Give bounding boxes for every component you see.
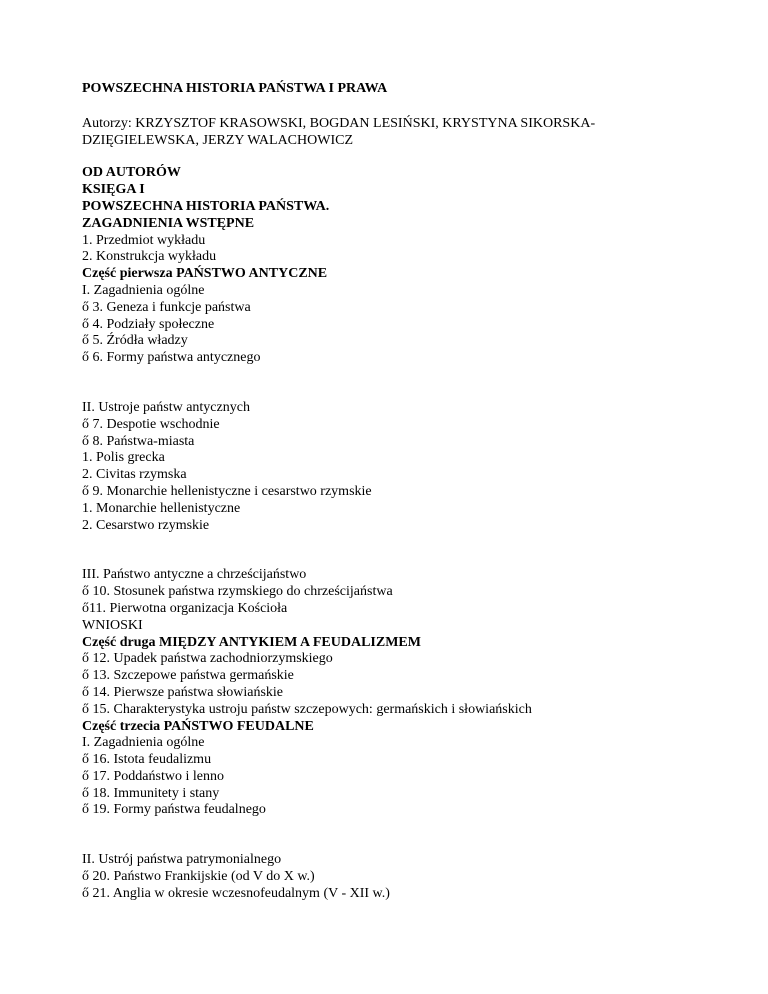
toc-entry: ő 13. Szczepowe państwa germańskie bbox=[82, 668, 294, 684]
toc-entry: 2. Cesarstwo rzymskie bbox=[82, 517, 210, 533]
toc-entry: ő11. Pierwotna organizacja Kościoła bbox=[82, 600, 288, 616]
toc-entry: ő 16. Istota feudalizmu bbox=[82, 752, 212, 768]
toc-block-2 bbox=[82, 400, 702, 534]
toc-entry: ő 21. Anglia w okresie wczesnofeudalnym (V - XII w.) bbox=[82, 885, 390, 901]
toc-entry: 1. Przedmiot wykładu bbox=[82, 232, 206, 248]
toc-heading: Część druga MIĘDZY ANTYKIEM A FEUDALIZMEM bbox=[82, 634, 421, 650]
authors-line: Autorzy: KRZYSZTOF KRASOWSKI, BOGDAN LESIŃSKI, KRYSTYNA SIKORSKA- bbox=[82, 115, 596, 131]
toc-entry: ő 20. Państwo Frankijskie (od V do X w.) bbox=[82, 869, 315, 885]
toc-entry: I. Zagadnienia ogólne bbox=[82, 282, 205, 298]
spacer bbox=[82, 819, 702, 852]
toc-entry: ő 5. Źródła władzy bbox=[82, 333, 188, 349]
toc-entry: ő 12. Upadek państwa zachodniorzymskiego bbox=[82, 651, 333, 667]
toc-heading: POWSZECHNA HISTORIA PAŃSTWA. bbox=[82, 198, 330, 214]
toc-entry: ő 4. Podziały społeczne bbox=[82, 316, 215, 332]
toc-entry: ő 19. Formy państwa feudalnego bbox=[82, 802, 266, 818]
toc-entry: II. Ustrój państwa patrymonialnego bbox=[82, 852, 282, 868]
toc-heading: Część pierwsza PAŃSTWO ANTYCZNE bbox=[82, 266, 328, 282]
toc-entry: 1. Monarchie hellenistyczne bbox=[82, 500, 241, 516]
toc-entry: ő 15. Charakterystyka ustroju państw szczepowych: germańskich i słowiańskich bbox=[82, 701, 532, 717]
toc-entry: ő 14. Pierwsze państwa słowiańskie bbox=[82, 684, 284, 700]
spacer bbox=[82, 149, 702, 165]
toc-heading: KSIĘGA I bbox=[82, 182, 145, 198]
document-title: POWSZECHNA HISTORIA PAŃSTWA I PRAWA bbox=[82, 81, 388, 96]
toc-entry: ő 7. Despotie wschodnie bbox=[82, 416, 220, 432]
toc-entry: WNIOSKI bbox=[82, 617, 143, 633]
toc-entry: II. Ustroje państw antycznych bbox=[82, 399, 250, 415]
toc-block-4 bbox=[82, 852, 702, 902]
toc-entry: ő 6. Formy państwa antycznego bbox=[82, 350, 261, 366]
toc-entry: ő 9. Monarchie hellenistyczne i cesarstwo rzymskie bbox=[82, 483, 372, 499]
toc-entry: I. Zagadnienia ogólne bbox=[82, 735, 205, 751]
toc-heading: OD AUTORÓW bbox=[82, 165, 181, 181]
toc-block-3 bbox=[82, 567, 702, 819]
toc-entry: ő 3. Geneza i funkcje państwa bbox=[82, 299, 251, 315]
toc-entry: ő 10. Stosunek państwa rzymskiego do chrześcijaństwa bbox=[82, 584, 393, 600]
toc-entry: ő 17. Poddaństwo i lenno bbox=[82, 768, 224, 784]
spacer bbox=[82, 367, 702, 400]
spacer bbox=[82, 534, 702, 567]
authors-line: DZIĘGIELEWSKA, JERZY WALACHOWICZ bbox=[82, 132, 354, 148]
toc-entry: III. Państwo antyczne a chrześcijaństwo bbox=[82, 567, 307, 583]
toc-heading: Część trzecia PAŃSTWO FEUDALNE bbox=[82, 718, 314, 734]
toc-heading: ZAGADNIENIA WSTĘPNE bbox=[82, 215, 255, 231]
toc-entry: 2. Konstrukcja wykładu bbox=[82, 249, 217, 265]
toc-entry: ő 18. Immunitety i stany bbox=[82, 785, 220, 801]
spacer bbox=[82, 98, 702, 116]
toc-entry: 1. Polis grecka bbox=[82, 450, 165, 466]
toc-entry: ő 8. Państwa-miasta bbox=[82, 433, 195, 449]
document-page bbox=[82, 81, 702, 903]
toc-block-1 bbox=[82, 165, 702, 367]
toc-entry: 2. Civitas rzymska bbox=[82, 467, 187, 483]
